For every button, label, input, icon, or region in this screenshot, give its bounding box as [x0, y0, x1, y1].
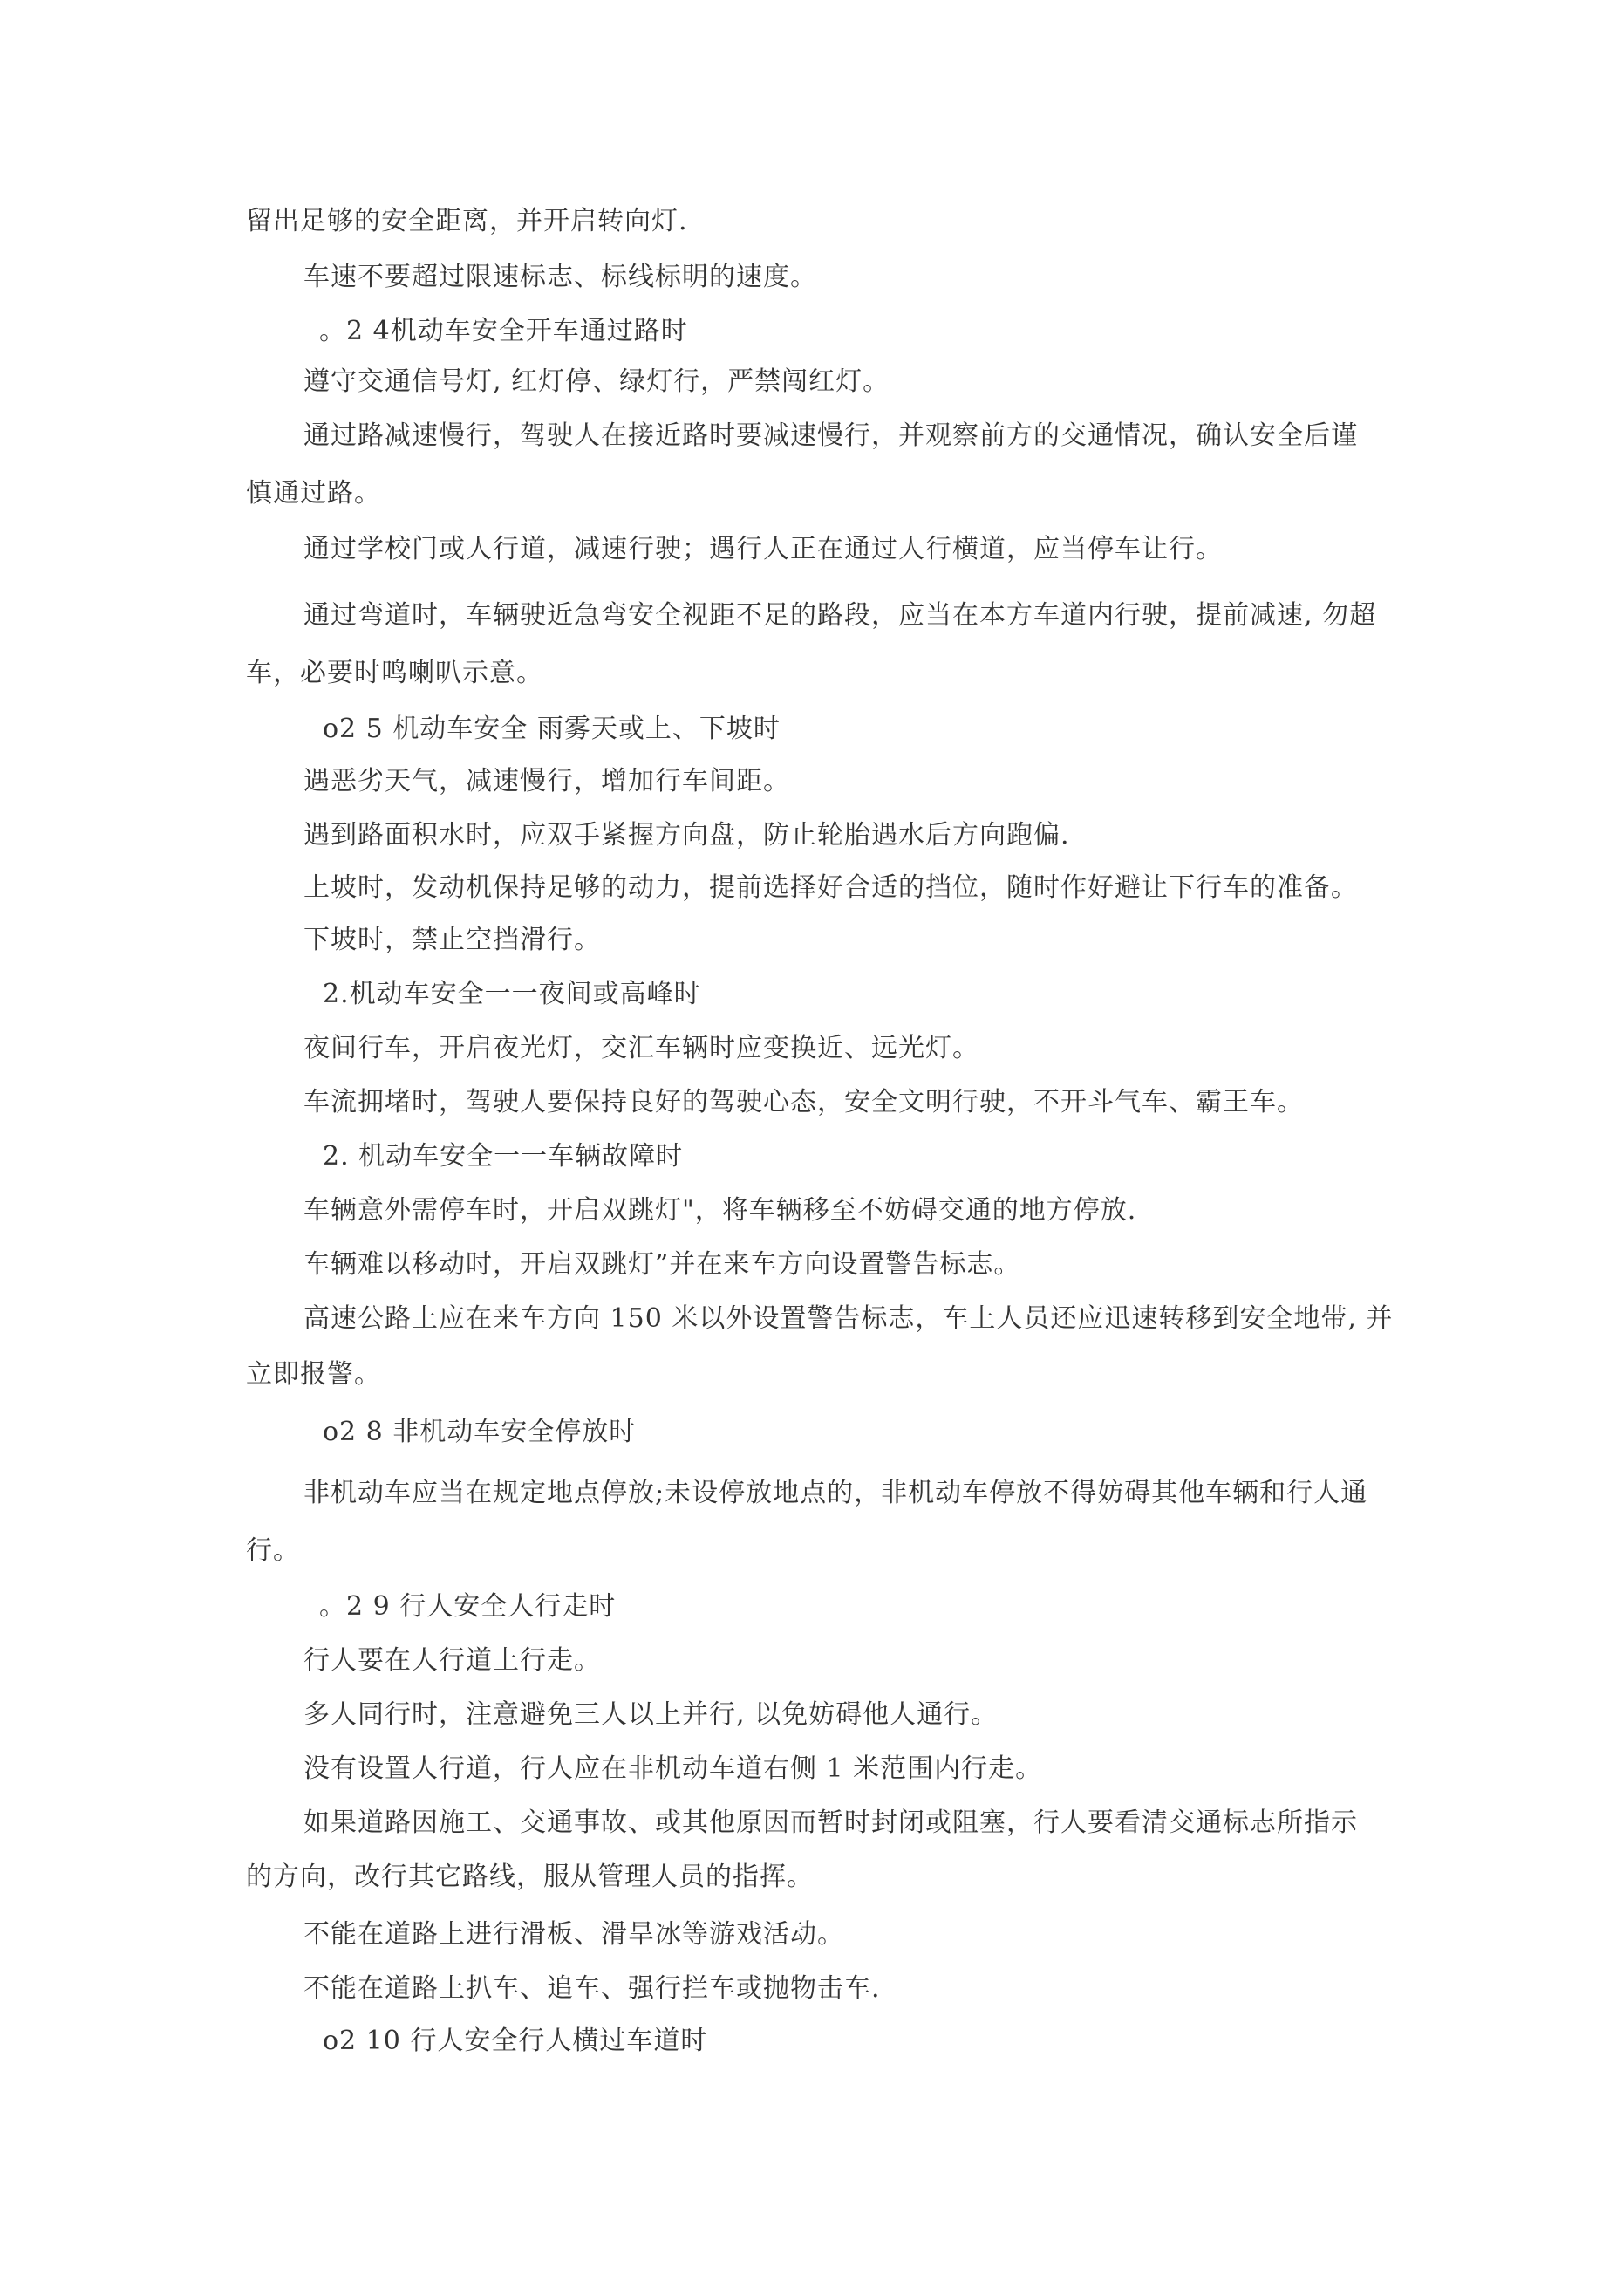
text-line: 通过路减速慢行，驾驶人在接近路时要减速慢行，并观察前方的交通情况，确认安全后谨: [303, 420, 1358, 451]
text-line: 遇到路面积水时，应双手紧握方向盘，防止轮胎遇水后方向跑偏.: [303, 820, 1070, 851]
section-heading: 。2 4机动车安全开车通过路时: [319, 316, 688, 346]
text-line: 下坡时，禁止空挡滑行。: [303, 925, 601, 955]
text-line: 多人同行时，注意避免三人以上并行, 以免妨碍他人通行。: [303, 1699, 999, 1730]
text-line: 如果道路因施工、交通事故、或其他原因而暂时封闭或阻塞，行人要看清交通标志所指示: [303, 1807, 1358, 1838]
section-heading: o2 8 非机动车安全停放时: [323, 1417, 637, 1447]
text-line: 立即报警。: [246, 1359, 381, 1390]
text-line: 不能在道路上进行滑板、滑旱冰等游戏活动。: [303, 1919, 844, 1950]
section-heading: o2 5 机动车安全 雨雾天或上、下坡时: [323, 714, 781, 744]
section-heading: o2 10 行人安全行人横过车道时: [323, 2026, 708, 2056]
section-heading: 2. 机动车安全一一车辆故障时: [323, 1141, 684, 1172]
text-line: 留出足够的安全距离，并开启转向灯.: [246, 206, 688, 236]
text-line: 通过学校门或人行道，减速行驶；遇行人正在通过人行横道，应当停车让行。: [303, 534, 1223, 564]
text-line: 夜间行车，开启夜光灯，交汇车辆时应变换近、远光灯。: [303, 1033, 979, 1063]
text-line: 行。: [246, 1535, 300, 1566]
text-line: 不能在道路上扒车、追车、强行拦车或抛物击车.: [303, 1973, 881, 2004]
section-heading: 。2 9 行人安全人行走时: [319, 1591, 617, 1622]
text-line: 车速不要超过限速标志、标线标明的速度。: [303, 262, 817, 292]
text-line: 上坡时，发动机保持足够的动力，提前选择好合适的挡位，随时作好避让下行车的准备。: [303, 872, 1358, 903]
text-line: 高速公路上应在来车方向 150 米以外设置警告标志，车上人员还应迅速转移到安全地带, 并: [303, 1303, 1394, 1334]
text-line: 非机动车应当在规定地点停放;未设停放地点的，非机动车停放不得妨碍其他车辆和行人通: [303, 1478, 1368, 1508]
text-line: 车流拥堵时，驾驶人要保持良好的驾驶心态，安全文明行驶，不开斗气车、霸王车。: [303, 1087, 1304, 1117]
text-line: 行人要在人行道上行走。: [303, 1645, 601, 1676]
text-line: 车辆难以移动时，开启双跳灯”并在来车方向设置警告标志。: [303, 1249, 1021, 1280]
text-line: 的方向，改行其它路线，服从管理人员的指挥。: [246, 1862, 814, 1892]
text-line: 遇恶劣天气，减速慢行，增加行车间距。: [303, 766, 790, 796]
text-line: 通过弯道时，车辆驶近急弯安全视距不足的路段，应当在本方车道内行驶，提前减速, 勿超: [303, 600, 1377, 631]
text-line: 慎通过路。: [246, 478, 381, 509]
section-heading: 2.机动车安全一一夜间或高峰时: [323, 979, 701, 1009]
text-line: 车辆意外需停车时，开启双跳灯"，将车辆移至不妨碍交通的地方停放.: [303, 1195, 1137, 1226]
text-line: 没有设置人行道，行人应在非机动车道右侧 1 米范围内行走。: [303, 1753, 1043, 1784]
text-line: 遵守交通信号灯, 红灯停、绿灯行，严禁闯红灯。: [303, 366, 890, 397]
text-line: 车，必要时鸣喇叭示意。: [246, 658, 543, 688]
